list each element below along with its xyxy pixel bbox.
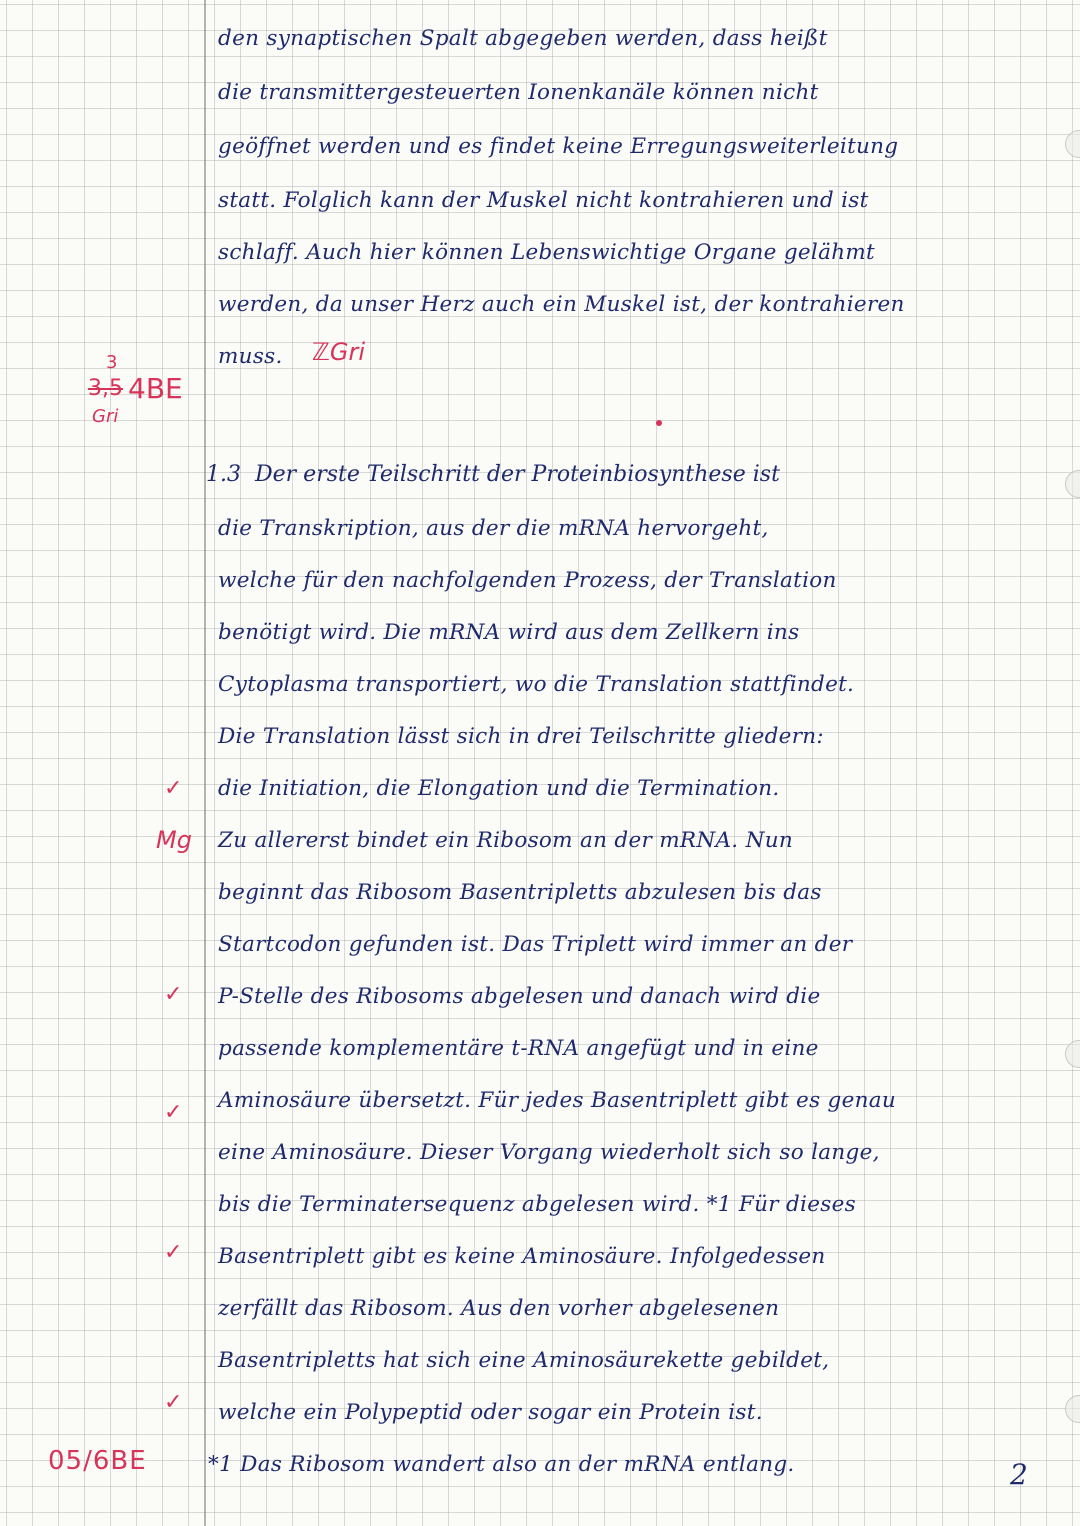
text-line-section-14: eine Aminosäure. Dieser Vorgang wiederholt sich so lange, [218, 1140, 880, 1165]
text-line-top-1: den synaptischen Spalt abgegeben werden, dass heißt [218, 26, 828, 51]
score-top-corrected: 3 [106, 352, 118, 373]
text-line-section-1: Der erste Teilschritt der Proteinbiosynthese ist [255, 462, 780, 487]
text-line-top-4: statt. Folglich kann der Muskel nicht kontrahieren und ist [218, 188, 869, 213]
check-mark-icon: ✓ [164, 1100, 183, 1125]
text-line-section-19: welche ein Polypeptid oder sogar ein Protein ist. [218, 1400, 763, 1425]
text-line-section-11: P-Stelle des Ribosoms abgelesen und danach wird die [218, 984, 821, 1009]
punch-hole [1065, 130, 1080, 158]
check-mark-icon: ✓ [164, 982, 183, 1007]
text-line-section-2: die Transkription, aus der die mRNA hervorgeht, [218, 516, 769, 541]
text-line-section-4: benötigt wird. Die mRNA wird aus dem Zellkern ins [218, 620, 800, 645]
footnote: *1 Das Ribosom wandert also an der mRNA entlang. [208, 1452, 795, 1477]
grading-mark-top: ℤGri [312, 338, 366, 366]
section-number: 1.3 [206, 462, 241, 487]
text-line-top-6: werden, da unser Herz auch ein Muskel ist, der kontrahieren [218, 292, 905, 317]
red-dot [656, 420, 662, 426]
text-line-section-10: Startcodon gefunden ist. Das Triplett wird immer an der [218, 932, 853, 957]
score-top-initials: Gri [92, 406, 119, 427]
text-line-top-3: geöffnet werden und es findet keine Erregungsweiterleitung [218, 134, 899, 159]
margin-mark-mg: Mg [156, 826, 192, 854]
text-line-section-16: Basentriplett gibt es keine Aminosäure. Infolgedessen [218, 1244, 826, 1269]
text-line-section-9: beginnt das Ribosom Basentripletts abzulesen bis das [218, 880, 822, 905]
punch-hole [1065, 470, 1080, 498]
section-1-3-first-line [206, 462, 780, 487]
page-number: 2 [1010, 1458, 1028, 1491]
check-mark-icon: ✓ [164, 1240, 183, 1265]
text-line-top-2: die transmittergesteuerten Ionenkanäle können nicht [218, 80, 819, 105]
score-top-numerator: 3,5 [88, 376, 123, 401]
text-line-top-5: schlaff. Auch hier können Lebenswichtige Organe gelähmt [218, 240, 875, 265]
punch-hole [1065, 1040, 1080, 1068]
check-mark-icon: ✓ [164, 776, 183, 801]
punch-hole [1065, 1395, 1080, 1423]
text-line-section-13: Aminosäure übersetzt. Für jedes Basentriplett gibt es genau [218, 1088, 897, 1113]
text-line-section-7: die Initiation, die Elongation und die Termination. [218, 776, 780, 801]
margin-line [204, 0, 206, 1526]
text-line-section-5: Cytoplasma transportiert, wo die Translation stattfindet. [218, 672, 855, 697]
text-line-section-12: passende komplementäre t-RNA angefügt und in eine [218, 1036, 819, 1061]
check-mark-icon: ✓ [164, 1390, 183, 1415]
text-line-top-7: muss. [218, 344, 283, 369]
text-line-section-8: Zu allererst bindet ein Ribosom an der mRNA. Nun [218, 828, 793, 853]
text-line-section-18: Basentripletts hat sich eine Aminosäurekette gebildet, [218, 1348, 830, 1373]
text-line-section-3: welche für den nachfolgenden Prozess, der Translation [218, 568, 837, 593]
text-line-section-15: bis die Terminatersequenz abgelesen wird. *1 Für dieses [218, 1192, 856, 1217]
text-line-section-17: zerfällt das Ribosom. Aus den vorher abgelesenen [218, 1296, 780, 1321]
text-line-section-6: Die Translation lässt sich in drei Teilschritte gliedern: [218, 724, 824, 749]
score-top-max: 4BE [128, 372, 183, 405]
score-bottom: 05/6BE [48, 1446, 147, 1476]
